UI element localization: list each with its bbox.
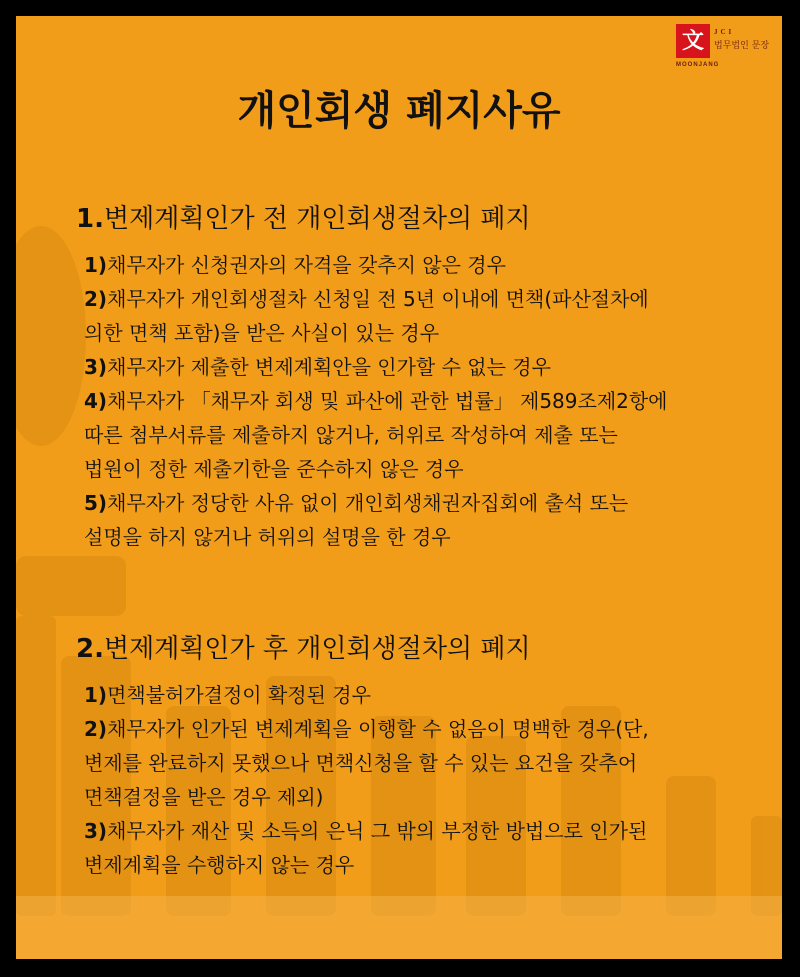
- item-label: 4): [84, 389, 108, 413]
- item-label: 1): [84, 683, 108, 707]
- item-text: 따른 첨부서류를 제출하지 않거나, 허위로 작성하여 제출 또는: [84, 423, 618, 447]
- section-title: 변제계획인가 후 개인회생절차의 폐지: [103, 634, 531, 664]
- item-text: 법원이 정한 제출기한을 준수하지 않은 경우: [84, 457, 464, 481]
- section-number: 2.: [76, 634, 104, 664]
- item-text: 의한 면책 포함)을 받은 사실이 있는 경우: [84, 321, 440, 345]
- item-text: 면책결정을 받은 경우 제외): [84, 785, 324, 809]
- item-text: 채무자가 재산 및 소득의 은닉 그 밖의 부정한 방법으로 인가된: [107, 819, 648, 843]
- item-label: 3): [84, 819, 108, 843]
- section-title: 변제계획인가 전 개인회생절차의 폐지: [103, 204, 531, 234]
- item-text: 면책불허가결정이 확정된 경우: [107, 683, 371, 707]
- list-item: [84, 486, 764, 554]
- list-item: [84, 814, 764, 882]
- section-1-list: [84, 248, 764, 554]
- section-2-heading: [76, 632, 531, 666]
- list-item: [84, 248, 764, 282]
- item-text: 채무자가 정당한 사유 없이 개인회생채권자집회에 출석 또는: [107, 491, 629, 515]
- item-label: 5): [84, 491, 108, 515]
- item-text: 채무자가 「채무자 회생 및 파산에 관한 법률」 제589조제2항에: [107, 389, 668, 413]
- item-label: 2): [84, 287, 108, 311]
- item-text: 변제계획을 수행하지 않는 경우: [84, 853, 355, 877]
- logo-firm-name: 법무법인 문장: [714, 41, 770, 51]
- item-label: 2): [84, 717, 108, 741]
- item-text: 채무자가 제출한 변제계획안을 인가할 수 없는 경우: [107, 355, 551, 379]
- list-item: [84, 678, 764, 712]
- item-text: 설명을 하지 않거나 허위의 설명을 한 경우: [84, 525, 451, 549]
- card: [16, 16, 782, 959]
- item-label: 3): [84, 355, 108, 379]
- list-item: [84, 282, 764, 350]
- list-item: [84, 712, 764, 814]
- section-number: 1.: [76, 204, 104, 234]
- item-text: 채무자가 신청권자의 자격을 갖추지 않은 경우: [107, 253, 506, 277]
- section-2-list: [84, 678, 764, 882]
- item-text: 채무자가 인가된 변제계획을 이행할 수 없음이 명백한 경우(단,: [107, 717, 649, 741]
- section-1-heading: [76, 202, 531, 236]
- page-title: 개인회생 폐지사유: [237, 88, 561, 134]
- firm-logo: [676, 24, 780, 76]
- logo-subtitle: MOONJANG: [676, 62, 720, 68]
- logo-mark: 文: [676, 24, 710, 58]
- item-text: 변제를 완료하지 못했으나 면책신청을 할 수 있는 요건을 갖추어: [84, 751, 638, 775]
- item-text: 채무자가 개인회생절차 신청일 전 5년 이내에 면책(파산절차에: [107, 287, 649, 311]
- list-item: [84, 384, 764, 486]
- list-item: [84, 350, 764, 384]
- item-label: 1): [84, 253, 108, 277]
- logo-jci: JCI: [714, 28, 735, 36]
